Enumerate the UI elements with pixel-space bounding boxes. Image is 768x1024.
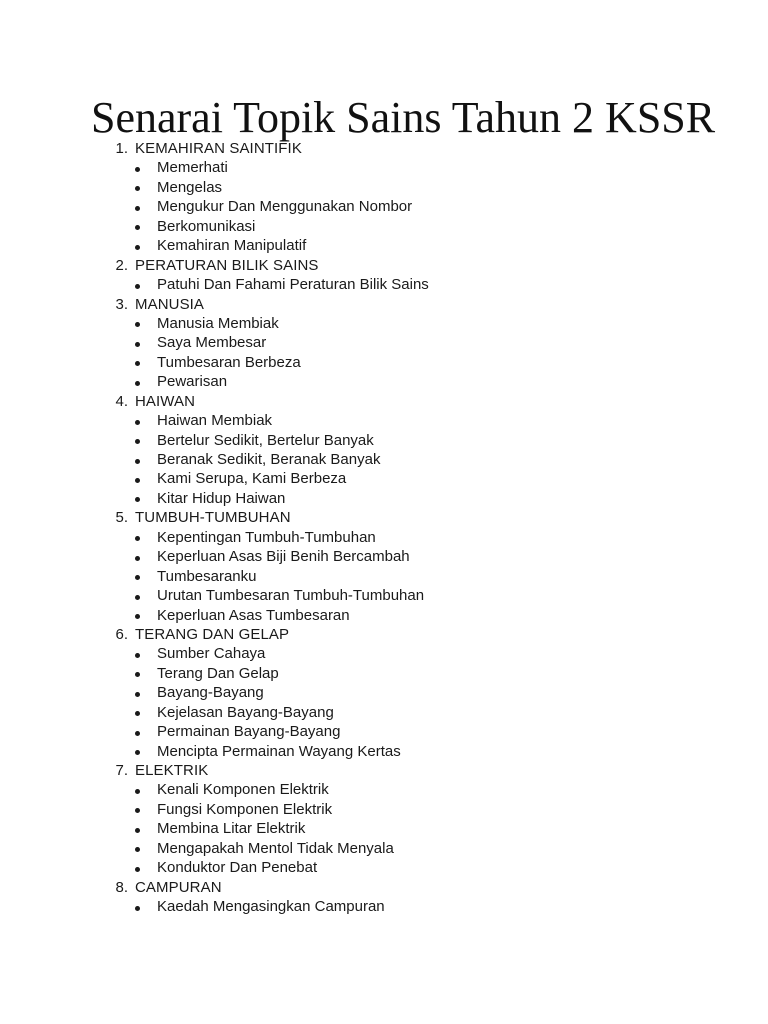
- topic-text: Kami Serupa, Kami Berbeza: [157, 470, 347, 488]
- bullet-icon: [135, 167, 140, 172]
- section-number: 8.: [115, 878, 128, 896]
- bullet-icon: [135, 225, 140, 230]
- topic-text: Permainan Bayang-Bayang: [157, 723, 341, 741]
- topic-item: [0, 819, 768, 838]
- topic-text: Manusia Membiak: [157, 314, 279, 332]
- topic-text: Tumbesaranku: [157, 567, 257, 585]
- section-heading: [0, 295, 768, 314]
- topic-item: [0, 547, 768, 566]
- bullet-icon: [135, 575, 140, 580]
- section-heading: [0, 256, 768, 275]
- topic-list: [0, 158, 768, 255]
- topic-list: [0, 411, 768, 508]
- section-heading: [0, 139, 768, 158]
- section-title: KEMAHIRAN SAINTIFIK: [135, 140, 302, 157]
- topic-item: [0, 664, 768, 683]
- topic-item: [0, 275, 768, 294]
- bullet-icon: [135, 478, 140, 483]
- topic-text: Terang Dan Gelap: [157, 664, 279, 682]
- topic-item: [0, 314, 768, 333]
- bullet-icon: [135, 906, 140, 911]
- bullet-icon: [135, 808, 140, 813]
- topic-text: Keperluan Asas Tumbesaran: [157, 606, 350, 624]
- topic-item: [0, 217, 768, 236]
- topic-text: Kepentingan Tumbuh-Tumbuhan: [157, 528, 376, 546]
- section-item: [0, 508, 768, 625]
- topic-item: [0, 489, 768, 508]
- section-heading: [0, 761, 768, 780]
- section-heading: [0, 878, 768, 897]
- topic-item: [0, 722, 768, 741]
- topic-item: [0, 158, 768, 177]
- topic-text: Mengelas: [157, 178, 223, 196]
- section-number: 3.: [115, 295, 128, 313]
- section-number: 5.: [115, 509, 128, 527]
- bullet-icon: [135, 342, 140, 347]
- topic-item: [0, 683, 768, 702]
- topic-text: Pewarisan: [157, 373, 228, 391]
- section-number: 7.: [115, 762, 128, 779]
- topic-text: Mencipta Permainan Wayang Kertas: [157, 742, 401, 760]
- topic-item: [0, 528, 768, 547]
- topic-text: Kitar Hidup Haiwan: [157, 489, 286, 507]
- section-item: [0, 878, 768, 917]
- bullet-icon: [135, 731, 140, 736]
- topic-item: [0, 606, 768, 625]
- topic-text: Berkomunikasi: [157, 217, 256, 235]
- section-number: 2.: [115, 256, 128, 274]
- topic-item: [0, 450, 768, 469]
- topic-text: Haiwan Membiak: [157, 412, 273, 430]
- topic-item: [0, 742, 768, 761]
- topic-text: Bayang-Bayang: [157, 684, 264, 702]
- bullet-icon: [135, 439, 140, 444]
- topic-text: Mengukur Dan Menggunakan Nombor: [157, 198, 413, 216]
- topic-item: [0, 780, 768, 799]
- topic-text: Beranak Sedikit, Beranak Banyak: [157, 451, 381, 468]
- topic-text: Fungsi Komponen Elektrik: [157, 800, 333, 818]
- topic-item: [0, 839, 768, 858]
- bullet-icon: [135, 789, 140, 794]
- bullet-icon: [135, 867, 140, 872]
- topic-text: Keperluan Asas Biji Benih Bercambah: [157, 548, 410, 566]
- topic-item: [0, 469, 768, 488]
- section-item: [0, 625, 768, 761]
- topic-text: Kaedah Mengasingkan Campuran: [157, 898, 385, 916]
- topic-item: [0, 333, 768, 352]
- topic-text: Bertelur Sedikit, Bertelur Banyak: [157, 431, 374, 449]
- bullet-icon: [135, 497, 140, 502]
- topic-item: [0, 236, 768, 255]
- section-item: [0, 256, 768, 295]
- section-number: 6.: [115, 625, 128, 643]
- topic-text: Tumbesaran Berbeza: [157, 353, 301, 371]
- bullet-icon: [135, 361, 140, 366]
- section-title: TERANG DAN GELAP: [135, 625, 290, 643]
- topic-list: [0, 780, 768, 877]
- bullet-icon: [135, 206, 140, 211]
- section-number: 4.: [115, 392, 128, 410]
- topic-list: [0, 644, 768, 761]
- bullet-icon: [135, 420, 140, 425]
- topic-text: Kenali Komponen Elektrik: [157, 781, 329, 799]
- topic-list: [0, 275, 768, 294]
- bullet-icon: [135, 672, 140, 677]
- bullet-icon: [135, 750, 140, 755]
- topic-item: [0, 372, 768, 391]
- bullet-icon: [135, 381, 140, 386]
- bullet-icon: [135, 556, 140, 561]
- topic-item: [0, 411, 768, 430]
- section-heading: [0, 508, 768, 527]
- section-item: [0, 295, 768, 392]
- bullet-icon: [135, 459, 140, 464]
- topic-text: Patuhi Dan Fahami Peraturan Bilik Sains: [157, 276, 429, 294]
- topic-text: Kejelasan Bayang-Bayang: [157, 703, 334, 721]
- topic-item: [0, 353, 768, 372]
- topic-list: [0, 897, 768, 916]
- section-item: [0, 139, 768, 256]
- bullet-icon: [135, 653, 140, 658]
- topic-list: [0, 314, 768, 392]
- topic-text: Saya Membesar: [157, 334, 267, 352]
- topic-text: Konduktor Dan Penebat: [157, 859, 318, 877]
- bullet-icon: [135, 828, 140, 833]
- bullet-icon: [135, 692, 140, 697]
- section-title: HAIWAN: [135, 392, 196, 410]
- bullet-icon: [135, 536, 140, 541]
- topic-text: Kemahiran Manipulatif: [157, 237, 307, 255]
- bullet-icon: [135, 614, 140, 619]
- section-title: TUMBUH-TUMBUHAN: [135, 509, 291, 527]
- topic-item: [0, 178, 768, 197]
- topic-item: [0, 197, 768, 216]
- section-title: MANUSIA: [135, 295, 205, 313]
- section-item: [0, 392, 768, 509]
- bullet-icon: [135, 711, 140, 716]
- topic-text: Urutan Tumbesaran Tumbuh-Tumbuhan: [157, 587, 425, 605]
- topic-text: Membina Litar Elektrik: [157, 820, 306, 838]
- topic-text: Mengapakah Mentol Tidak Menyala: [157, 839, 394, 857]
- section-item: [0, 761, 768, 878]
- topic-item: [0, 431, 768, 450]
- bullet-icon: [135, 284, 140, 289]
- topic-text: Sumber Cahaya: [157, 645, 266, 663]
- topic-text: Memerhati: [157, 159, 228, 177]
- bullet-icon: [135, 847, 140, 852]
- bullet-icon: [135, 322, 140, 327]
- topic-item: [0, 644, 768, 663]
- topic-item: [0, 586, 768, 605]
- bullet-icon: [135, 245, 140, 250]
- section-title: PERATURAN BILIK SAINS: [135, 256, 319, 274]
- section-number: 1.: [115, 140, 128, 157]
- section-heading: [0, 392, 768, 411]
- topic-item: [0, 897, 768, 916]
- topic-item: [0, 703, 768, 722]
- bullet-icon: [135, 595, 140, 600]
- bullet-icon: [135, 186, 140, 191]
- topic-item: [0, 858, 768, 877]
- section-heading: [0, 625, 768, 644]
- topic-outline: [0, 139, 768, 917]
- topic-list: [0, 528, 768, 625]
- section-title: CAMPURAN: [135, 878, 222, 896]
- topic-item: [0, 567, 768, 586]
- topic-item: [0, 800, 768, 819]
- page-title: Senarai Topik Sains Tahun 2 KSSR: [91, 93, 716, 142]
- section-title: ELEKTRIK: [135, 762, 209, 779]
